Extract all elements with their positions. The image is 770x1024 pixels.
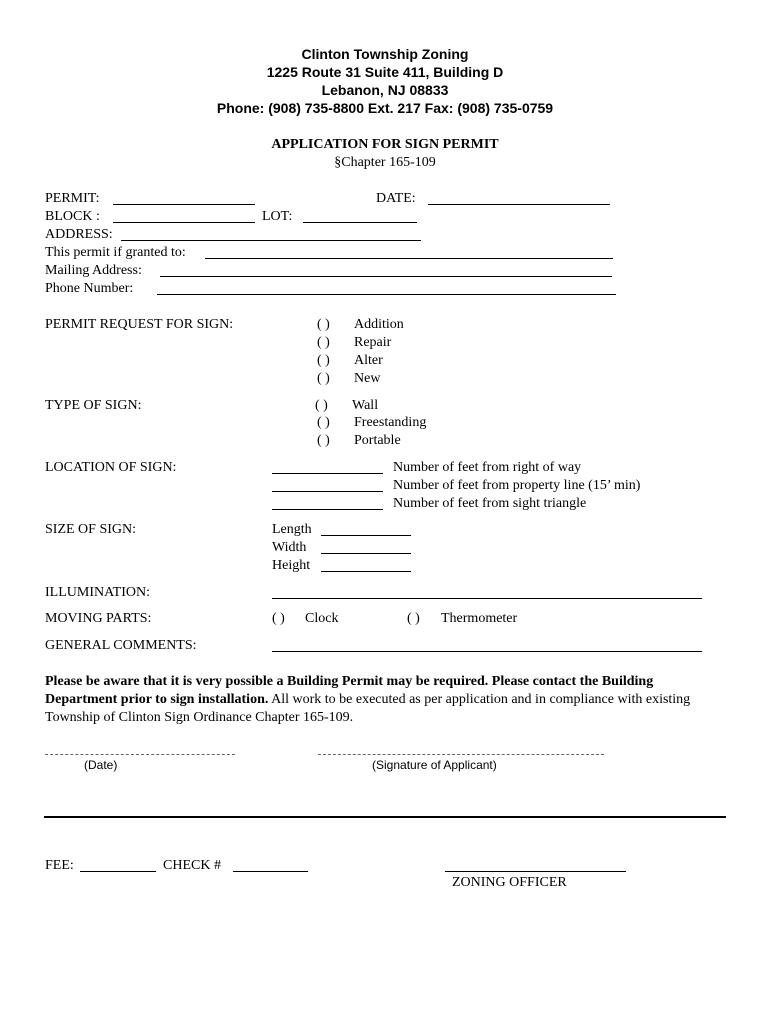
zoning-officer-signature-line[interactable] (445, 871, 626, 872)
date-caption: (Date) (84, 758, 118, 772)
signature-caption: (Signature of Applicant) (372, 758, 497, 772)
location-sight-triangle-field[interactable] (272, 509, 383, 510)
permit-field[interactable] (113, 204, 255, 205)
check-label: CHECK # (163, 858, 221, 873)
request-alter-label: Alter (354, 353, 383, 368)
size-width-label: Width (272, 540, 307, 555)
check-field[interactable] (233, 871, 308, 872)
request-repair-label: Repair (354, 335, 392, 350)
granted-to-field[interactable] (205, 258, 613, 259)
type-portable-label: Portable (354, 433, 401, 448)
applicant-signature-line[interactable] (318, 754, 604, 755)
size-label: SIZE OF SIGN: (45, 522, 137, 537)
request-addition-checkbox[interactable]: ( ) (317, 317, 330, 332)
illumination-field[interactable] (272, 598, 702, 599)
size-width-field[interactable] (321, 553, 411, 554)
address-field[interactable] (121, 240, 421, 241)
date-signature-line[interactable] (45, 754, 235, 755)
request-repair-checkbox[interactable]: ( ) (317, 335, 330, 350)
size-height-label: Height (272, 558, 311, 573)
date-field[interactable] (428, 204, 610, 205)
org-phone: Phone: (908) 735-8800 Ext. 217 Fax: (908) 735-0759 (216, 100, 554, 116)
location-right-of-way-field[interactable] (272, 473, 383, 474)
date-label: DATE: (376, 191, 416, 206)
request-new-checkbox[interactable]: ( ) (317, 371, 330, 386)
illumination-label: ILLUMINATION: (45, 585, 150, 600)
divider (44, 816, 726, 818)
mailing-field[interactable] (160, 276, 612, 277)
granted-to-label: This permit if granted to: (45, 245, 186, 260)
permit-label: PERMIT: (45, 191, 100, 206)
notice-normal-text: All work to be executed as per application and in compliance with existing Township of Clinton Sign Ordinance Chapter 165-109. (45, 692, 691, 725)
size-length-label: Length (272, 522, 312, 537)
org-name: Clinton Township Zoning (301, 46, 469, 62)
size-length-field[interactable] (321, 535, 411, 536)
moving-parts-label: MOVING PARTS: (45, 611, 152, 626)
zoning-officer-label: ZONING OFFICER (452, 875, 567, 890)
location-sight-triangle-label: Number of feet from sight triangle (393, 496, 587, 511)
moving-clock-label: Clock (305, 611, 339, 626)
lot-field[interactable] (303, 222, 417, 223)
form-title: APPLICATION FOR SIGN PERMIT (271, 137, 499, 152)
fee-label: FEE: (45, 858, 74, 873)
moving-thermometer-checkbox[interactable]: ( ) (407, 611, 420, 626)
notice-bold-text: Please be aware that it is very possible a Building Permit may be required. Please contact the Building Department prior to sign installation. (45, 674, 654, 707)
type-freestanding-checkbox[interactable]: ( ) (317, 415, 330, 430)
phone-label: Phone Number: (45, 281, 134, 296)
form-chapter: §Chapter 165-109 (334, 155, 436, 170)
org-address-line2: Lebanon, NJ 08833 (321, 82, 449, 98)
notice-paragraph (45, 673, 717, 727)
address-label: ADDRESS: (45, 227, 113, 242)
org-address-line1: 1225 Route 31 Suite 411, Building D (266, 64, 504, 80)
type-wall-label: Wall (352, 398, 379, 413)
location-property-line-label: Number of feet from property line (15’ min) (393, 478, 641, 493)
request-addition-label: Addition (354, 317, 404, 332)
mailing-label: Mailing Address: (45, 263, 142, 278)
request-alter-checkbox[interactable]: ( ) (317, 353, 330, 368)
moving-thermometer-label: Thermometer (441, 611, 518, 626)
block-label: BLOCK : (45, 209, 100, 224)
moving-clock-checkbox[interactable]: ( ) (272, 611, 285, 626)
type-freestanding-label: Freestanding (354, 415, 427, 430)
location-property-line-field[interactable] (272, 491, 383, 492)
type-label: TYPE OF SIGN: (45, 398, 142, 413)
phone-field[interactable] (157, 294, 616, 295)
request-new-label: New (354, 371, 381, 386)
fee-field[interactable] (80, 871, 156, 872)
type-wall-checkbox[interactable]: ( ) (315, 398, 328, 413)
type-portable-checkbox[interactable]: ( ) (317, 433, 330, 448)
location-right-of-way-label: Number of feet from right of way (393, 460, 582, 475)
size-height-field[interactable] (321, 571, 411, 572)
location-label: LOCATION OF SIGN: (45, 460, 177, 475)
comments-label: GENERAL COMMENTS: (45, 638, 197, 653)
lot-label: LOT: (262, 209, 293, 224)
block-field[interactable] (113, 222, 255, 223)
comments-field[interactable] (272, 651, 702, 652)
request-label: PERMIT REQUEST FOR SIGN: (45, 317, 234, 332)
